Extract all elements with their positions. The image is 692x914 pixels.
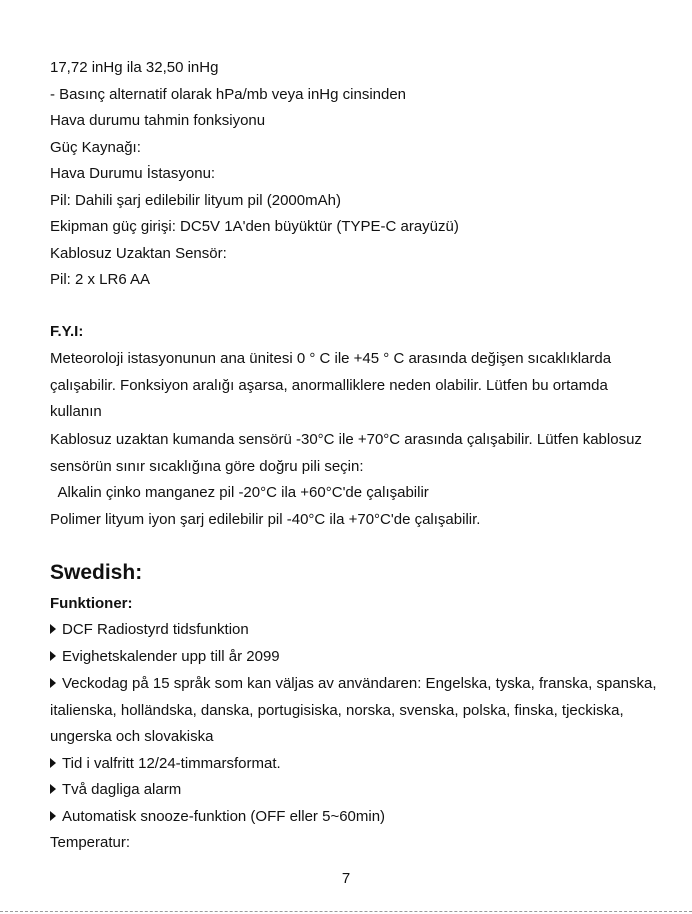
bullet-triangle-icon [50, 811, 56, 821]
text-line: 17,72 inHg ila 32,50 inHg [50, 59, 219, 76]
bullet-item: Veckodag på 15 språk som kan väljas av användaren: Engelska, tyska, franska, spanska, [50, 675, 657, 693]
text-line: italienska, holländska, danska, portugisiska, norska, svenska, polska, finska, tjeckiska, [50, 702, 624, 719]
text-line: Temperatur: [50, 834, 131, 851]
text-line: Polimer lityum iyon şarj edilebilir pil -40°C ila +70°C'de çalışabilir. [50, 511, 481, 528]
bullet-item: Tid i valfritt 12/24-timmarsformat. [50, 755, 281, 773]
text-line: Meteoroloji istasyonunun ana ünitesi 0 ° C ile +45 ° C arasında değişen sıcaklıklarda [50, 350, 612, 367]
section-heading-swedish: Swedish: [50, 561, 143, 584]
bullet-item: Automatisk snooze-funktion (OFF eller 5~60min) [50, 808, 385, 826]
page-number: 7 [341, 870, 351, 887]
page-bottom-divider [0, 911, 692, 912]
text-line: ungerska och slovakiska [50, 728, 214, 745]
fyi-heading: F.Y.I: [50, 323, 84, 340]
bullet-item: Evighetskalender upp till år 2099 [50, 648, 280, 666]
bullet-triangle-icon [50, 624, 56, 634]
text-line: Alkalin çinko manganez pil -20°C ila +60°C'de çalışabilir [50, 484, 429, 501]
text-line: Kablosuz uzaktan kumanda sensörü -30°C ile +70°C arasında çalışabilir. Lütfen kablosuz [50, 431, 642, 448]
bullet-triangle-icon [50, 784, 56, 794]
text-line: Hava Durumu İstasyonu: [50, 165, 216, 182]
functions-heading: Funktioner: [50, 595, 133, 612]
bullet-item: Två dagliga alarm [50, 781, 181, 799]
text-line: Ekipman güç girişi: DC5V 1A'den büyüktür (TYPE-C arayüzü) [50, 218, 459, 235]
text-line: - Basınç alternatif olarak hPa/mb veya inHg cinsinden [50, 86, 407, 103]
text-line: Pil: Dahili şarj edilebilir lityum pil (2000mAh) [50, 192, 341, 209]
text-line: Kablosuz Uzaktan Sensör: [50, 245, 227, 262]
bullet-triangle-icon [50, 651, 56, 661]
text-line: sensörün sınır sıcaklığına göre doğru pili seçin: [50, 458, 364, 475]
bullet-triangle-icon [50, 678, 56, 688]
text-line: çalışabilir. Fonksiyon aralığı aşarsa, anormalliklere neden olabilir. Lütfen bu ortamda [50, 377, 608, 394]
text-line: Hava durumu tahmin fonksiyonu [50, 112, 266, 129]
text-line: Güç Kaynağı: [50, 139, 141, 156]
text-line: Pil: 2 x LR6 AA [50, 271, 151, 288]
text-line: kullanın [50, 403, 102, 420]
bullet-item: DCF Radiostyrd tidsfunktion [50, 621, 249, 639]
bullet-triangle-icon [50, 758, 56, 768]
